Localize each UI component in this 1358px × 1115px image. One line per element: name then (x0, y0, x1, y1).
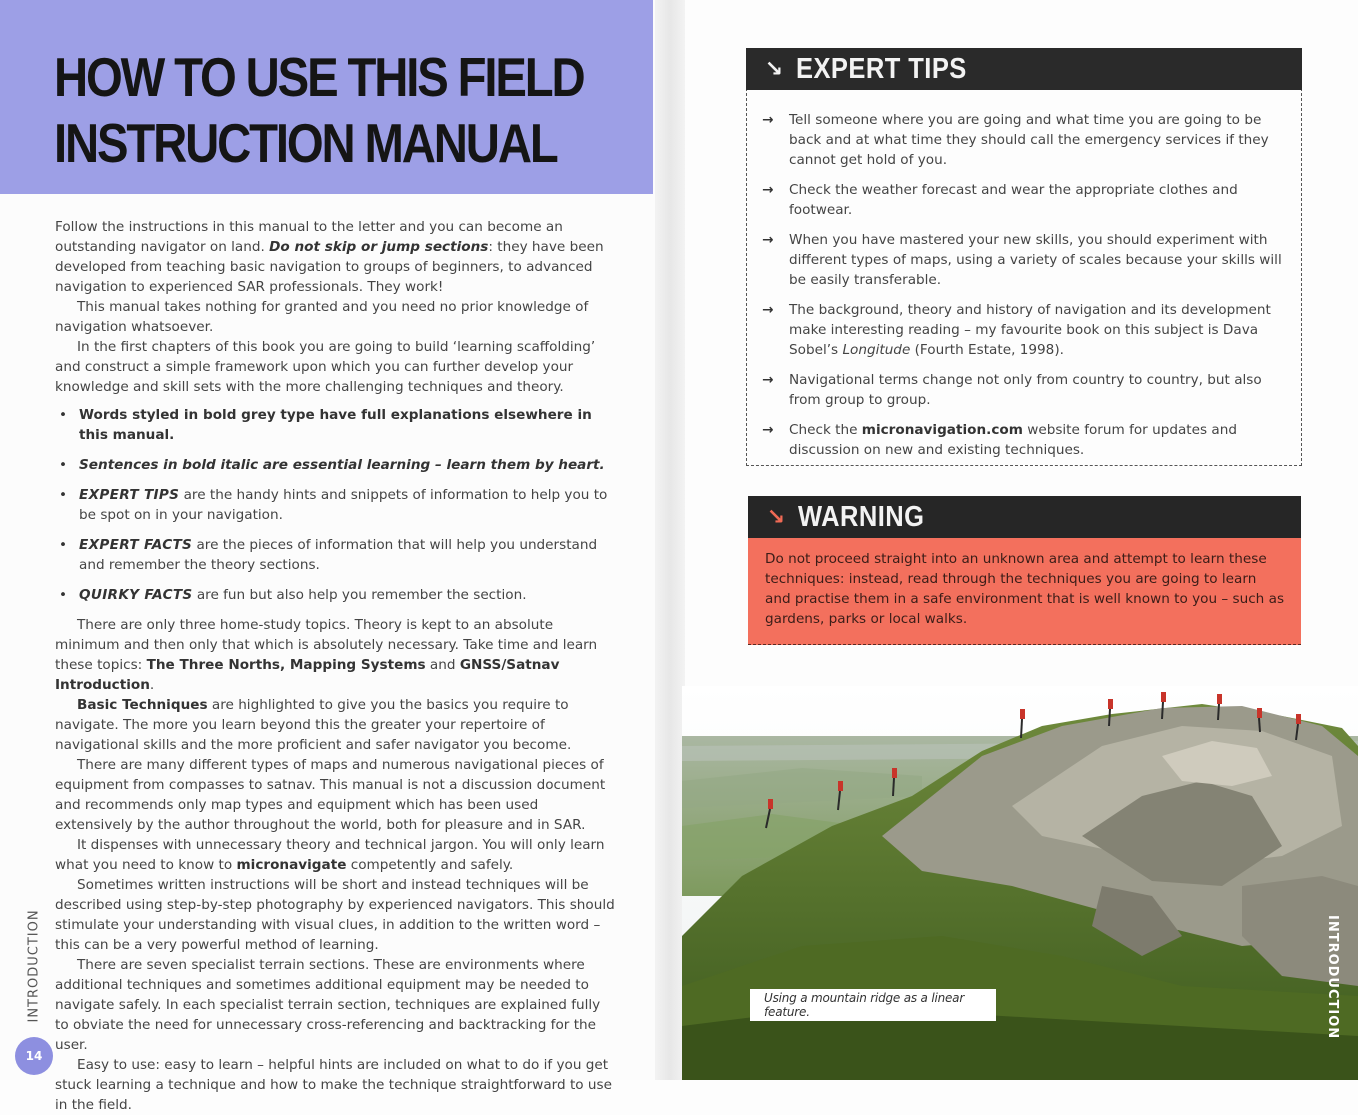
bullet-4-text: are the pieces of information that will help you understand and remember the theory sections. (79, 537, 598, 573)
warning-text: Do not proceed straight into an unknown area and attempt to learn these techniques: instead, read through the techniques you are going to learn and practise them in a safe environment that is well known to you – such as gardens, parks or local walks. (765, 551, 1285, 627)
paragraph-4 (55, 615, 615, 695)
arrow-right-icon: → (762, 232, 774, 248)
paragraph-2: This manual takes nothing for granted and you need no prior knowledge of navigation whatsoever. (55, 299, 589, 335)
website-link[interactable]: micronavigation.com (861, 422, 1023, 438)
p4-text-c: and (425, 657, 460, 673)
arrow-right-icon: → (762, 112, 774, 128)
p4-text-e: . (149, 677, 155, 693)
bullet-3-tag: EXPERT TIPS (79, 487, 180, 503)
expert-tips-title: EXPERT TIPS (796, 52, 967, 85)
tip-item (762, 230, 1292, 290)
title-line-2: INSTRUCTION MANUAL (54, 112, 557, 174)
bullet-3-text: are the handy hints and snippets of information to help you to be spot on in your navigation. (79, 487, 608, 523)
paragraph-7 (55, 835, 615, 875)
bullet-5-tag: QUIRKY FACTS (79, 587, 193, 603)
title-line-1: HOW TO USE THIS FIELD (54, 46, 584, 108)
p4-bold-b: The Three Norths, Mapping Systems (146, 657, 426, 673)
book-gutter (655, 0, 685, 1080)
expert-tips-header (746, 48, 1302, 90)
photo-caption: Using a mountain ridge as a linear feature. (750, 989, 996, 1021)
tip-4-text-c: (Fourth Estate, 1998). (910, 342, 1064, 358)
p1-emphasis: Do not skip or jump sections (269, 239, 489, 255)
paragraph-8: Sometimes written instructions will be short and instead techniques will be described using step-by-step photography by experienced navigators. This should stimulate your understanding with visual clues, in addition to the written word – this can be a very powerful method of learning. (55, 877, 615, 953)
tip-item (762, 110, 1292, 170)
list-item (55, 485, 615, 525)
list-item (55, 585, 615, 605)
tip-text: Navigational terms change not only from country to country, but also from group to group. (789, 372, 1262, 408)
p1-text-c: : they have been developed from teaching basic navigation to groups of beginners, to advanced navigation to experienced SAR professionals. They work! (55, 239, 604, 295)
p7-text-c: competently and safely. (346, 857, 514, 873)
arrow-down-right-icon: ↘ (764, 56, 784, 82)
tip-text: Check the weather forecast and wear the appropriate clothes and footwear. (789, 182, 1238, 218)
arrow-right-icon: → (762, 372, 774, 388)
arrow-right-icon: → (762, 182, 774, 198)
tip-item (762, 300, 1292, 360)
p1-text-a: Follow the instructions in this manual to the letter and you can become an outstanding navigator on land. (55, 219, 563, 255)
body-text (55, 217, 615, 1115)
warning-header (748, 496, 1301, 538)
tip-text: When you have mastered your new skills, you should experiment with different types of maps, using a variety of scales because your skills will be easily transferable. (789, 232, 1282, 288)
page-number-badge: 14 (15, 1037, 53, 1075)
bullet-2-text: Sentences in bold italic are essential learning – learn them by heart. (79, 457, 605, 473)
list-item (55, 455, 615, 475)
tip-4-text-a: The background, theory and history of navigation and its development make interesting reading – my favourite book on this subject is Dava Sobel’s (789, 302, 1271, 358)
bullet-1-text: Words styled in bold grey type have full explanations elsewhere in this manual. (79, 407, 592, 443)
paragraph-9: There are seven specialist terrain sections. These are environments where additional techniques and sometimes additional equipment may be needed to navigate safely. In each specialist terrain section, techniques are explained fully to obviate the need for unnecessary cross-referencing and backtracking for the user. (55, 957, 601, 1053)
paragraph-1 (55, 217, 615, 297)
list-item (55, 535, 615, 575)
paragraph-6: There are many different types of maps and numerous navigational pieces of equipment from compasses to satnav. This manual is not a discussion document and recommends only map types and equipment which has been used extensively by the author throughout the world, both for pleasure and in SAR. (55, 757, 606, 833)
paragraph-10: Easy to use: easy to learn – helpful hints are included on what to do if you get stuck learning a technique and how to make the technique straightforward to use in the field. (55, 1057, 612, 1113)
side-label-text: INTRODUCTION (26, 909, 42, 1023)
list-item (55, 405, 615, 445)
p4-text-a: There are only three home-study topics. Theory is kept to an absolute minimum and then only that which is absolutely necessary. Take time and learn these topics: (55, 617, 598, 673)
section-side-label-left (19, 909, 49, 1025)
p4-bold-d: GNSS/Satnav Introduction (55, 657, 560, 693)
paragraph-3: In the first chapters of this book you are going to build ‘learning scaffolding’ and construct a simple framework upon which you can further develop your knowledge and skill sets with the more challenging techniques and theory. (55, 339, 596, 395)
tip-6-text-c: website forum for updates and discussion on new and existing techniques. (789, 422, 1237, 458)
tip-item (762, 420, 1292, 460)
section-side-label-right (1322, 915, 1342, 1040)
page-title (54, 44, 583, 176)
warning-arrow-icon: ↘ (766, 504, 786, 530)
p5-bold: Basic Techniques (77, 697, 208, 713)
tip-text: Tell someone where you are going and what time you are going to be back and at what time they should call the emergency services if they cannot get hold of you. (789, 112, 1269, 168)
p7-text-a: It dispenses with unnecessary theory and technical jargon. You will only learn what you need to know to (55, 837, 605, 873)
paragraph-5 (55, 695, 615, 755)
expert-tips-list (762, 110, 1292, 470)
tip-4-book-title: Longitude (842, 342, 911, 358)
warning-title: WARNING (798, 500, 925, 533)
arrow-right-icon: → (762, 422, 774, 438)
arrow-right-icon: → (762, 302, 774, 318)
key-list (55, 405, 615, 605)
tip-item (762, 180, 1292, 220)
side-label-text: INTRODUCTION (1325, 915, 1340, 1040)
title-band (0, 0, 653, 194)
bullet-5-text: are fun but also help you remember the section. (192, 587, 527, 603)
bullet-4-tag: EXPERT FACTS (79, 537, 193, 553)
p5-text: are highlighted to give you the basics you require to navigate. The more you learn beyond this the greater your repertoire of navigational skills and the more proficient and safer navigator you become. (55, 697, 572, 753)
p7-bold: micronavigate (236, 857, 347, 873)
tip-6-text-a: Check the (789, 422, 862, 438)
tip-item (762, 370, 1292, 410)
